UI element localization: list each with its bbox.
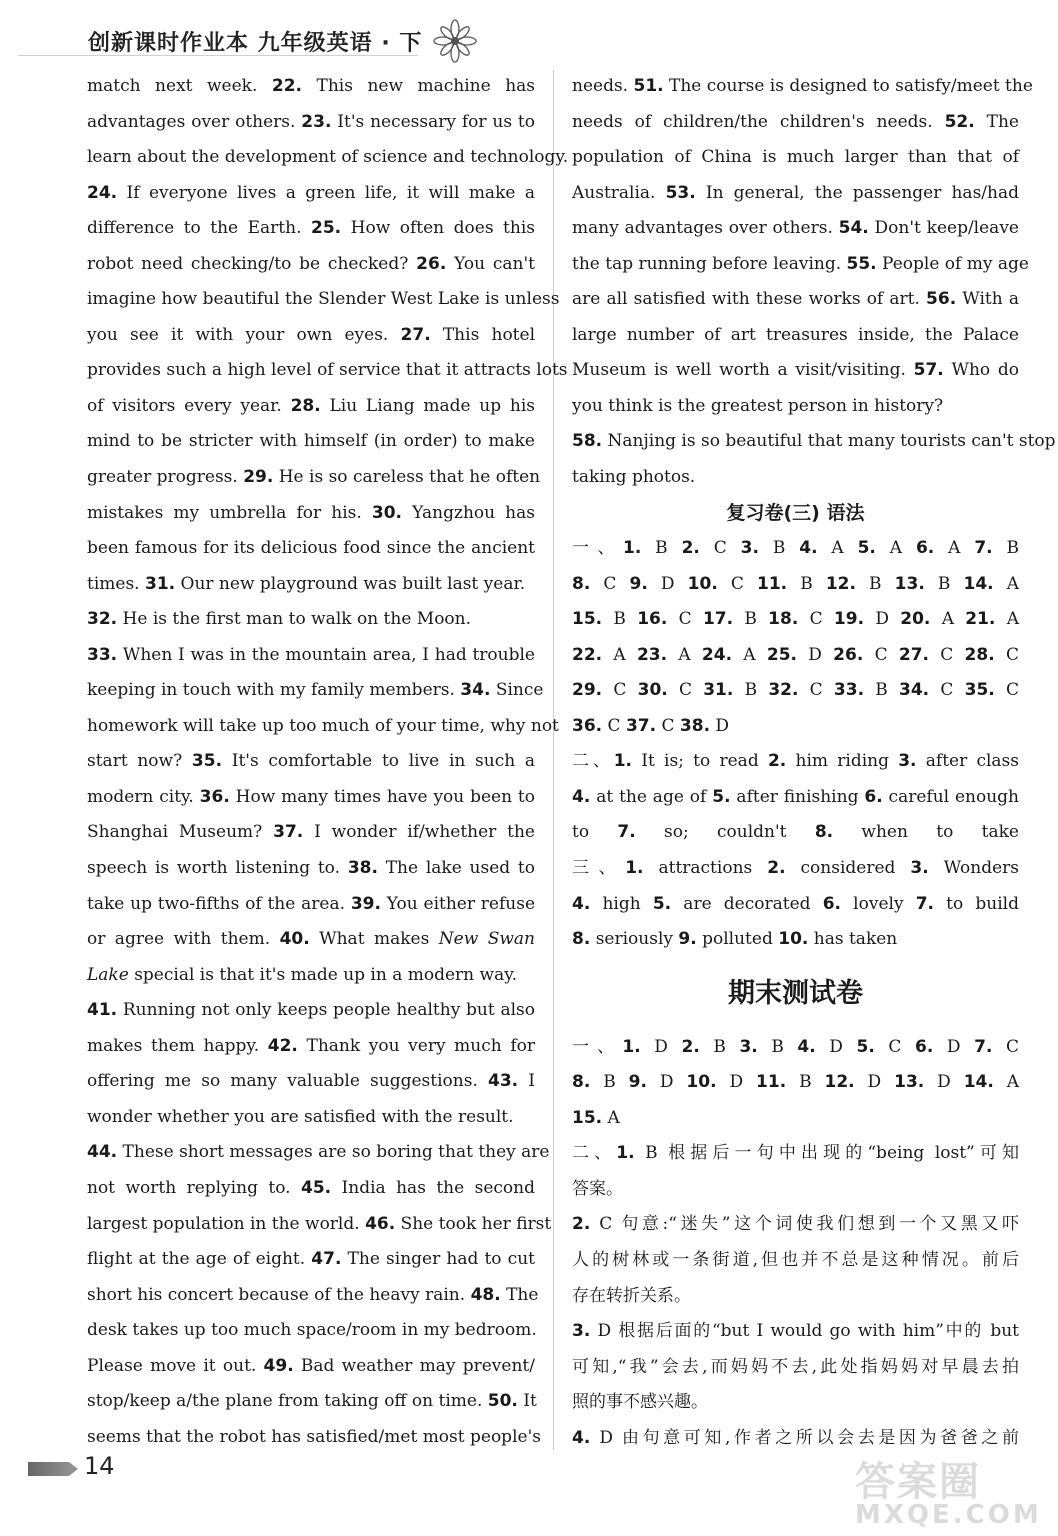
final-test-answers <box>572 1030 1019 1457</box>
flower-ornament-icon <box>432 18 478 64</box>
watermark-logo-text: 答案圈 <box>855 1459 981 1505</box>
text-line: 15. A <box>572 1107 620 1128</box>
text-line: Lake special is that it's made up in a modern way. <box>87 964 517 985</box>
text-line: seems that the robot has satisfied/met most people's <box>87 1426 541 1447</box>
text-line: greater progress. 29. He is so careless that he often <box>87 467 541 488</box>
answers-continued <box>572 69 1056 496</box>
text-line: offering me so many valuable suggestions. 43. I <box>87 1071 535 1092</box>
text-line: 36. C 37. C 38. D <box>572 715 730 736</box>
text-line: 8. seriously 9. polluted 10. has taken <box>572 929 898 950</box>
text-line: wonder whether you are satisfied with the result. <box>87 1106 514 1127</box>
text-line: mistakes my umbrella for his. 30. Yangzhou has <box>87 502 535 523</box>
text-line: largest population in the world. 46. She took her first <box>87 1213 552 1234</box>
text-line: difference to the Earth. 25. How often does this <box>87 218 535 239</box>
text-line: 4. at the age of 5. after finishing 6. careful enough <box>572 786 1020 807</box>
text-line: many advantages over others. 54. Don't keep/leave <box>572 218 1019 239</box>
text-line: Please move it out. 49. Bad weather may prevent/ <box>87 1355 535 1376</box>
text-line: learn about the development of science and technology. <box>87 147 569 168</box>
text-line: 可知,“我”会去,而妈妈不去,此处指妈妈对早晨去拍 <box>572 1356 1019 1377</box>
text-line: of visitors every year. 28. Liu Liang made up his <box>87 395 535 416</box>
text-line: robot need checking/to be checked? 26. You can't <box>87 253 535 274</box>
text-line: 29. C 30. C 31. B 32. C 33. B 34. C 35. C <box>572 680 1019 701</box>
text-line: 4. D 由句意可知,作者之所以会去是因为爸爸之前 <box>572 1427 1019 1448</box>
text-line: 答案。 <box>572 1178 623 1199</box>
text-line: speech is worth listening to. 38. The lake used to <box>87 858 535 879</box>
text-line: to 7. so; couldn't 8. when to take <box>572 822 1019 843</box>
text-line: match next week. 22. This new machine has <box>87 76 535 96</box>
page-tab-icon <box>28 1462 78 1476</box>
text-line: 三、1. attractions 2. considered 3. Wonders <box>572 858 1019 879</box>
text-line: makes them happy. 42. Thank you very much for <box>87 1035 535 1056</box>
text-line: 一、1. B 2. C 3. B 4. A 5. A 6. A 7. B <box>572 538 1019 559</box>
text-line: imagine how beautiful the Slender West Lake is unless <box>87 289 560 310</box>
text-line: 8. C 9. D 10. C 11. B 12. B 13. B 14. A <box>572 573 1019 594</box>
review-answers <box>572 531 1019 958</box>
text-line: times. 31. Our new playground was built last year. <box>87 573 526 594</box>
text-line: 4. high 5. are decorated 6. lovely 7. to build <box>572 893 1019 914</box>
text-line: 33. When I was in the mountain area, I had trouble <box>87 644 535 665</box>
text-line: the tap running before leaving. 55. People of my age <box>572 253 1029 274</box>
header-title: 创新课时作业本 九年级英语 · 下 <box>88 31 423 56</box>
text-line: Museum is well worth a visit/visiting. 57. Who do <box>572 360 1019 381</box>
text-line: 人的树林或一条街道,但也并不总是这种情况。前后 <box>572 1249 1019 1270</box>
text-line: 15. B 16. C 17. B 18. C 19. D 20. A 21. A <box>572 609 1019 630</box>
text-line: stop/keep a/the plane from taking off on time. 50. It <box>87 1391 537 1412</box>
text-line: start now? 35. It's comfortable to live in such a <box>87 751 536 772</box>
watermark-site-text: MXQE.COM <box>855 1500 1042 1530</box>
text-line: desk takes up too much space/room in my bedroom. <box>87 1320 537 1341</box>
text-line: not worth replying to. 45. India has the second <box>87 1177 535 1198</box>
page-number: 14 <box>84 1452 115 1480</box>
text-line: you see it with your own eyes. 27. This hotel <box>87 324 536 345</box>
column-divider <box>553 70 554 1450</box>
text-line: you think is the greatest person in history? <box>572 395 944 416</box>
text-line: needs. 51. The course is designed to satisfy/meet the <box>572 76 1033 96</box>
text-line: 二、1. B 根据后一句中出现的“being lost”可知 <box>572 1143 1020 1164</box>
text-line: 二、1. It is; to read 2. him riding 3. after class <box>572 751 1020 772</box>
text-line: short his concert because of the heavy rain. 48. The <box>87 1284 539 1305</box>
text-line: needs of children/the children's needs. 52. The <box>572 111 1019 132</box>
text-line: provides such a high level of service that it attracts lots <box>87 360 568 381</box>
text-line: modern city. 36. How many times have you been to <box>87 786 535 807</box>
text-line: advantages over others. 23. It's necessary for us to <box>87 111 535 132</box>
review-heading: 复习卷(三) 语法 <box>726 501 865 524</box>
text-line: or agree with them. 40. What makes New Swan <box>87 929 535 950</box>
page-header <box>0 0 1058 70</box>
text-line: taking photos. <box>572 467 696 488</box>
text-line: 44. These short messages are so boring that they are <box>87 1142 550 1163</box>
text-line: large number of art treasures inside, the Palace <box>572 324 1019 345</box>
text-line: 3. D 根据后面的“but I would go with him”中的 but <box>572 1321 1019 1342</box>
text-line: been famous for its delicious food since the ancient <box>87 538 535 559</box>
text-line: mind to be stricter with himself (in order) to make <box>87 431 535 452</box>
watermark <box>855 1450 1042 1534</box>
text-line: 22. A 23. A 24. A 25. D 26. C 27. C 28. C <box>572 644 1019 665</box>
text-line: take up two-fifths of the area. 39. You either refuse <box>87 893 535 914</box>
text-line: homework will take up too much of your time, why not <box>87 715 559 736</box>
text-line: flight at the age of eight. 47. The singer had to cut <box>87 1249 535 1270</box>
text-line: 41. Running not only keeps people healthy but also <box>87 1000 535 1021</box>
text-line: keeping in touch with my family members. 34. Since <box>87 680 544 701</box>
final-test-heading: 期末测试卷 <box>728 977 863 1009</box>
text-line: 照的事不感兴趣。 <box>572 1392 708 1413</box>
left-column <box>87 69 569 1455</box>
text-line: 存在转折关系。 <box>572 1285 691 1306</box>
text-line: 2. C 句意:“迷失”这个词使我们想到一个又黑又吓 <box>572 1214 1019 1235</box>
text-line: Australia. 53. In general, the passenger has/had <box>572 182 1019 203</box>
right-column <box>572 69 1056 1456</box>
text-line: Shanghai Museum? 37. I wonder if/whether the <box>87 822 535 843</box>
text-line: 一、1. D 2. B 3. B 4. D 5. C 6. D 7. C <box>572 1036 1020 1057</box>
text-line: 32. He is the first man to walk on the Moon. <box>87 609 472 630</box>
text-line: 58. Nanjing is so beautiful that many tourists can't stop <box>572 431 1056 452</box>
text-line: 24. If everyone lives a green life, it will make a <box>87 182 535 203</box>
text-line: population of China is much larger than that of <box>572 147 1019 168</box>
text-line: 8. B 9. D 10. D 11. B 12. D 13. D 14. A <box>572 1072 1020 1093</box>
text-line: are all satisfied with these works of art. 56. With a <box>572 289 1019 310</box>
